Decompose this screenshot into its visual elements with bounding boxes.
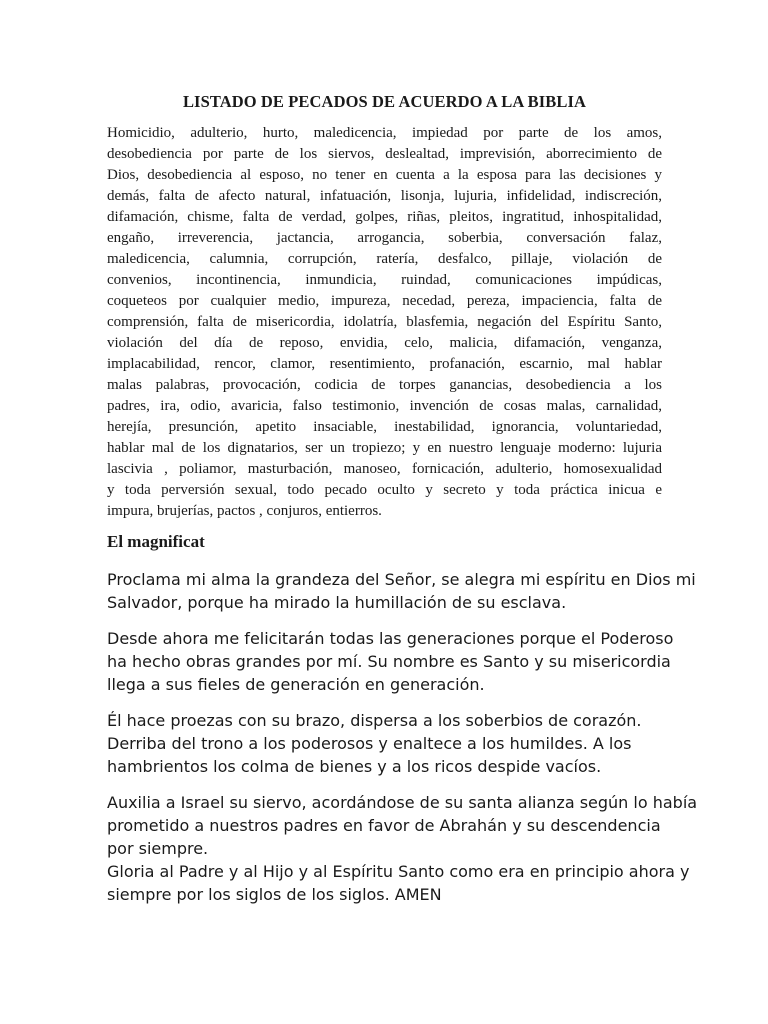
magnificat-paragraph [107, 627, 674, 696]
sins-line: violación del día de reposo, envidia, celo, malicia, difamación, venganza, [107, 335, 662, 351]
sins-line: y toda perversión sexual, todo pecado oculto y secreto y toda práctica inicua e [107, 482, 662, 498]
magnificat-line: Auxilia a Israel su siervo, acordándose de su santa alianza según lo había [107, 793, 698, 812]
sins-line: coqueteos por cualquier medio, impureza, necedad, pereza, impaciencia, falta de [107, 293, 662, 309]
sins-line: implacabilidad, rencor, clamor, resentimiento, profanación, escarnio, mal hablar [107, 356, 662, 372]
magnificat-heading: El magnificat [107, 532, 205, 551]
magnificat-line: por siempre. [107, 839, 209, 858]
magnificat-line: siempre por los siglos de los siglos. AMEN [107, 885, 442, 904]
magnificat-paragraph [107, 568, 696, 614]
sins-line: malas palabras, provocación, codicia de torpes ganancias, desobediencia a los [107, 377, 662, 393]
sins-line: padres, ira, odio, avaricia, falso testimonio, invención de cosas malas, carnalidad, [107, 398, 662, 414]
magnificat-line: prometido a nuestros padres en favor de Abrahán y su descendencia [107, 816, 661, 835]
sins-list-paragraph [107, 123, 662, 522]
magnificat-line: Desde ahora me felicitarán todas las generaciones porque el Poderoso [107, 629, 674, 648]
magnificat-line: llega a sus fieles de generación en generación. [107, 675, 485, 694]
document-title: LISTADO DE PECADOS DE ACUERDO A LA BIBLIA [182, 92, 587, 111]
magnificat-line: Gloria al Padre y al Hijo y al Espíritu Santo como era en principio ahora y [107, 862, 690, 881]
sins-line: Dios, desobediencia al esposo, no tener en cuenta a la esposa para las decisiones y [107, 167, 662, 183]
sins-line: Homicidio, adulterio, hurto, maledicencia, impiedad por parte de los amos, [107, 125, 662, 141]
magnificat-paragraph [107, 791, 698, 906]
magnificat-line: hambrientos los colma de bienes y a los ricos despide vacíos. [107, 757, 602, 776]
sins-line: herejía, presunción, apetito insaciable, inestabilidad, ignorancia, voluntariedad, [107, 419, 662, 435]
sins-line: hablar mal de los dignatarios, ser un tropiezo; y en nuestro lenguaje moderno: lujuria [107, 440, 662, 456]
sins-line: maledicencia, calumnia, corrupción, ratería, desfalco, pillaje, violación de [107, 251, 662, 267]
sins-line: desobediencia por parte de los siervos, deslealtad, imprevisión, aborrecimiento de [107, 146, 662, 162]
magnificat-line: Derriba del trono a los poderosos y enaltece a los humildes. A los [107, 734, 632, 753]
magnificat-paragraph [107, 709, 667, 778]
magnificat-line: Él hace proezas con su brazo, dispersa a los soberbios de corazón. [107, 711, 642, 730]
magnificat-line: Proclama mi alma la grandeza del Señor, se alegra mi espíritu en Dios mi [107, 570, 696, 589]
sins-line: difamación, chisme, falta de verdad, golpes, riñas, pleitos, ingratitud, inhospitalidad, [107, 209, 662, 225]
sins-line: impura, brujerías, pactos , conjuros, entierros. [107, 503, 382, 519]
sins-line: comprensión, falta de misericordia, idolatría, blasfemia, negación del Espíritu Santo, [107, 314, 662, 330]
sins-line: engaño, irreverencia, jactancia, arrogancia, soberbia, conversación falaz, [107, 230, 662, 246]
sins-line: lascivia , poliamor, masturbación, manoseo, fornicación, adulterio, homosexualidad [107, 461, 662, 477]
magnificat-line: Salvador, porque ha mirado la humillación de su esclava. [107, 593, 567, 612]
sins-line: convenios, incontinencia, inmundicia, ruindad, comunicaciones impúdicas, [107, 272, 662, 288]
magnificat-line: ha hecho obras grandes por mí. Su nombre es Santo y su misericordia [107, 652, 671, 671]
sins-line: demás, falta de afecto natural, infatuación, lisonja, lujuria, infidelidad, indiscreción, [107, 188, 662, 204]
magnificat-text [107, 568, 698, 919]
